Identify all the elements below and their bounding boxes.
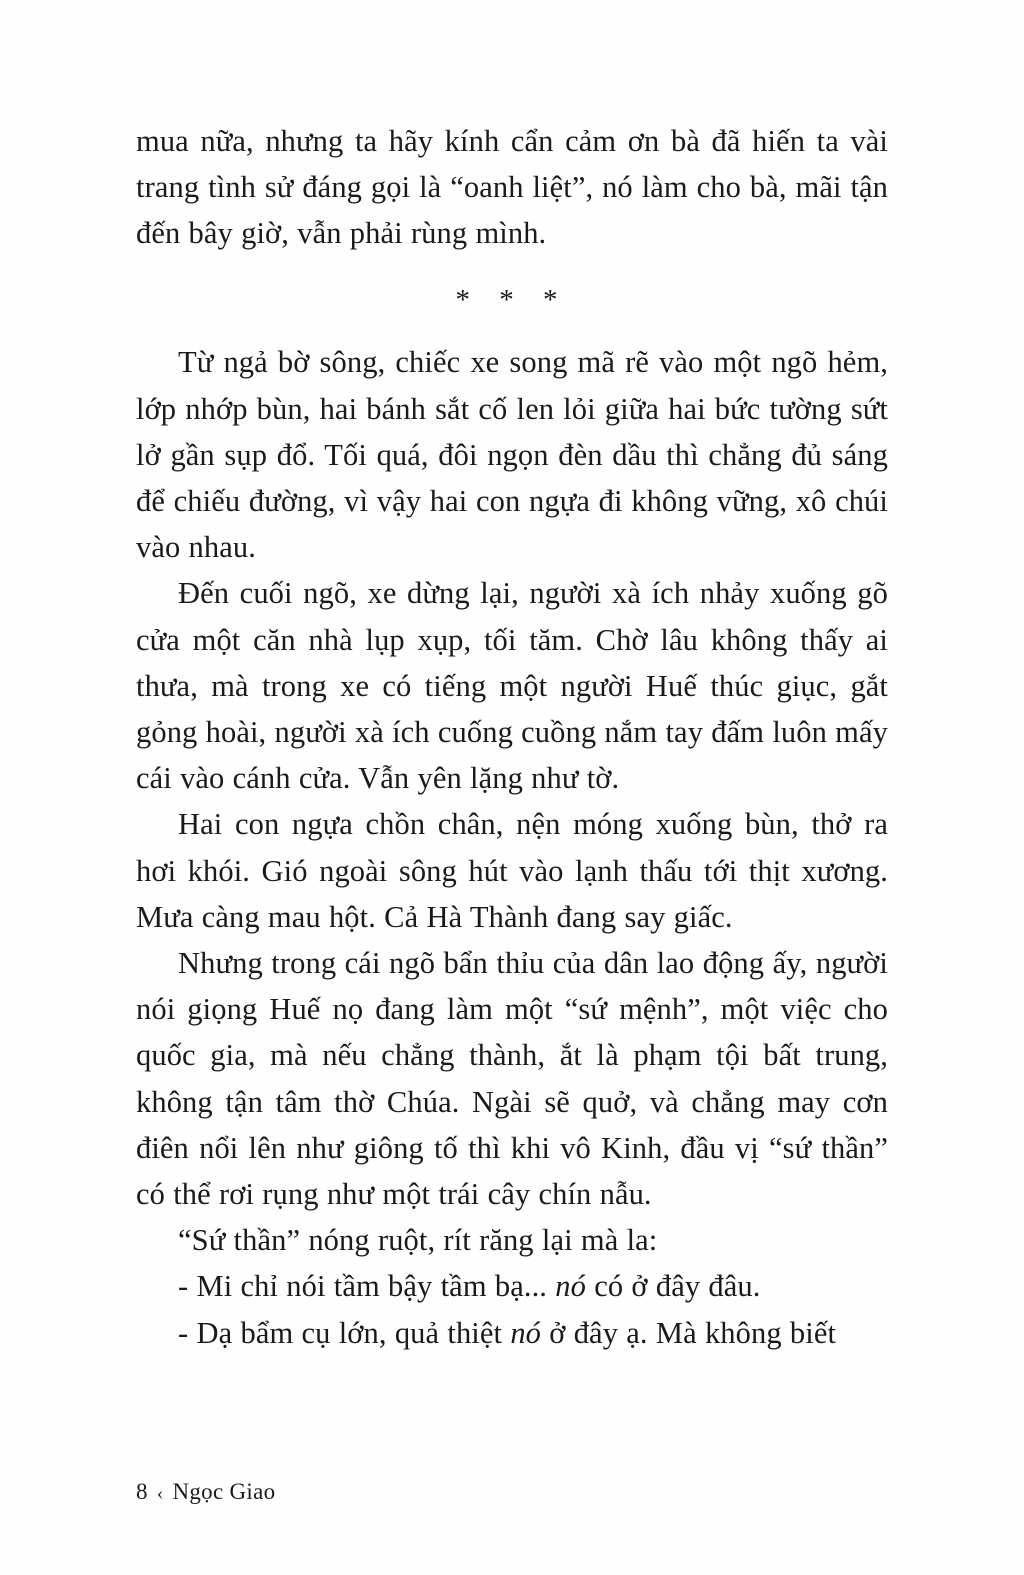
paragraph: Đến cuối ngõ, xe dừng lại, người xà ích nhảy xuống gõ cửa một căn nhà lụp xụp, tối tăm. Chờ lâu không thấy ai thưa, mà trong xe có tiếng một người Huế thúc giục, gắt gỏng hoài, người xà ích cuống cuồng nắm tay đấm luôn mấy cái vào cánh cửa. Vẫn yên lặng như tờ. (136, 576, 888, 796)
paragraph: Hai con ngựa chồn chân, nện móng xuống bùn, thở ra hơi khói. Gió ngoài sông hút vào lạnh thấu tới thịt xương. Mưa càng mau hột. Cả Hà Thành đang say giấc. (136, 807, 888, 934)
footer-separator-icon: ‹ (156, 1483, 164, 1504)
dialogue-text-before: - Mi chỉ nói tầm bậy tầm bạ... (178, 1269, 556, 1304)
dialogue-text-after: có ở đây đâu. (585, 1269, 761, 1304)
dialogue-line (136, 1310, 888, 1356)
dialogue-line (136, 1263, 888, 1309)
paragraph: Từ ngả bờ sông, chiếc xe song mã rẽ vào một ngõ hẻm, lớp nhớp bùn, hai bánh sắt cố len lỏi giữa hai bức tường sứt lở gần sụp đổ. Tối quá, đôi ngọn đèn dầu thì chẳng đủ sáng để chiếu đường, vì vậy hai con ngựa đi không vững, xô chúi vào nhau. (136, 345, 888, 565)
dialogue-text-after: ở đây ạ. Mà không biết (541, 1315, 837, 1350)
paragraph-continued: mua nữa, nhưng ta hãy kính cẩn cảm ơn bà đã hiến ta vài trang tình sử đáng gọi là “oanh liệt”, nó làm cho bà, mãi tận đến bây giờ, vẫn phải rùng mình. (136, 124, 888, 251)
page-footer (136, 1479, 275, 1505)
text-column (136, 118, 888, 1356)
paragraph: “Sứ thần” nóng ruột, rít răng lại mà la: (178, 1223, 658, 1258)
dialogue-text-before: - Dạ bẩm cụ lớn, quả thiệt (178, 1315, 511, 1350)
dialogue-emphasis: nó (510, 1315, 542, 1350)
paragraph: Nhưng trong cái ngõ bẩn thỉu của dân lao động ấy, người nói giọng Huế nọ đang làm một “sứ mệnh”, một việc cho quốc gia, mà nếu chẳng thành, ắt là phạm tội bất trung, không tận tâm thờ Chúa. Ngài sẽ quở, và chẳng may cơn điên nổi lên như giông tố thì khi vô Kinh, đầu vị “sứ thần” có thể rơi rụng như một trái cây chín nẫu. (136, 946, 888, 1212)
page-number: 8 (136, 1479, 148, 1504)
footer-author-name: Ngọc Giao (172, 1479, 276, 1504)
section-break-ornament: * * * (455, 283, 569, 316)
dialogue-emphasis: nó (555, 1269, 586, 1304)
